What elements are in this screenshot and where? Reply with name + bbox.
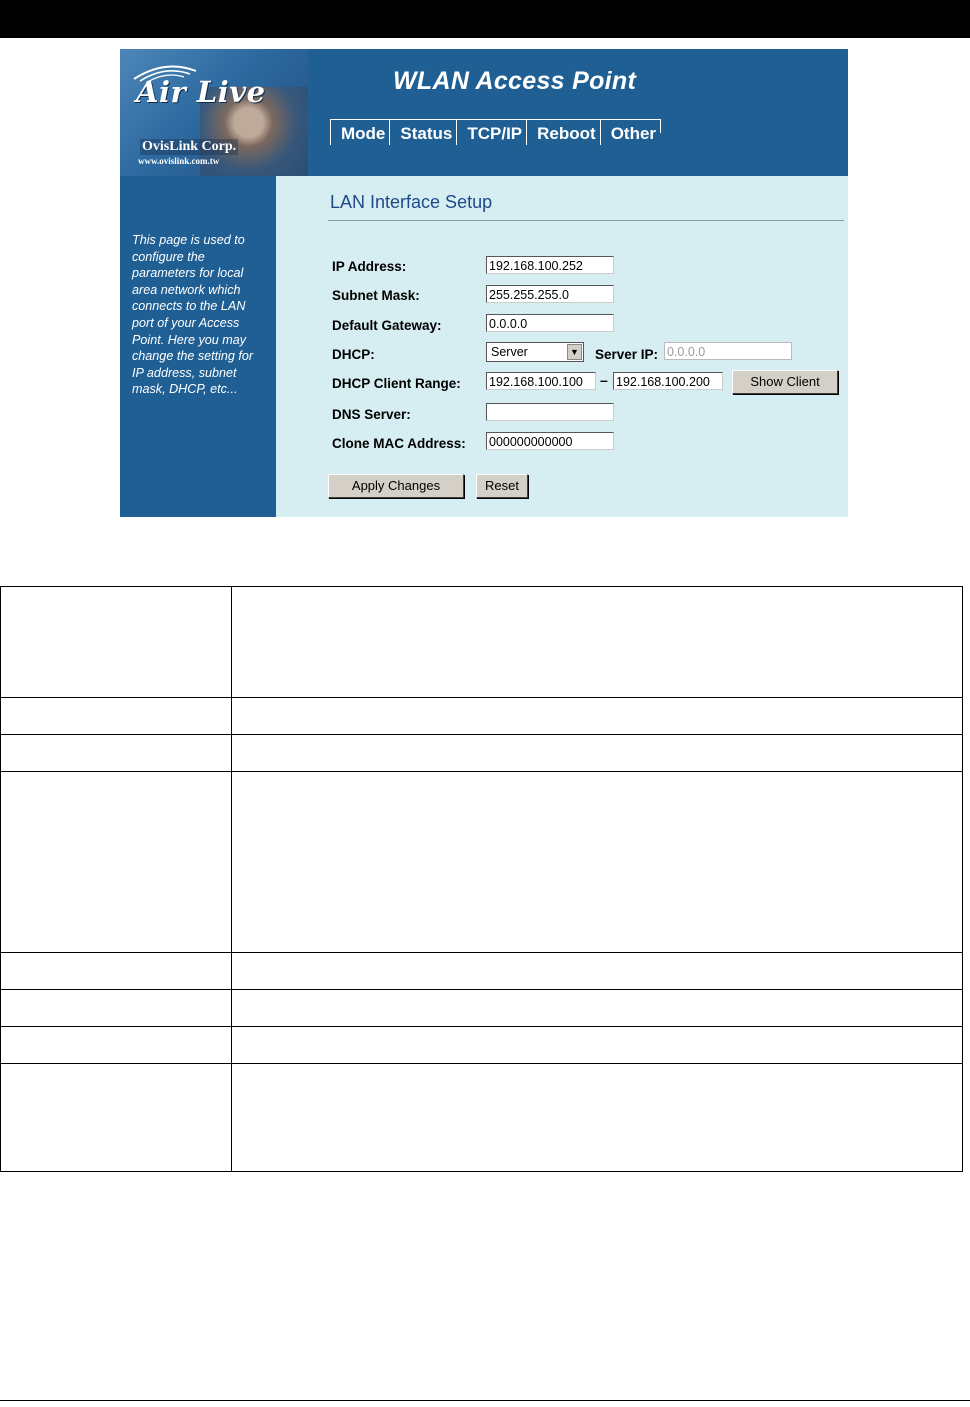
- airlive-logo: [120, 49, 308, 176]
- dhcp-range-end-input[interactable]: 192.168.100.200: [613, 372, 723, 390]
- default-gateway-input[interactable]: 0.0.0.0: [486, 314, 614, 332]
- router-admin-screenshot: [120, 49, 848, 517]
- server-ip-input[interactable]: 0.0.0.0: [664, 342, 792, 360]
- dns-server-label: DNS Server:: [332, 407, 411, 422]
- app-title: WLAN Access Point: [393, 67, 637, 95]
- table-row: [1, 735, 963, 772]
- dhcp-range-start-input[interactable]: 192.168.100.100: [486, 372, 596, 390]
- nav-tab-other[interactable]: Other: [600, 119, 660, 145]
- nav-tab-tcpip[interactable]: TCP/IP: [456, 119, 526, 145]
- brand-logo-text: Air Live: [136, 75, 266, 109]
- show-client-button[interactable]: Show Client: [732, 370, 838, 394]
- lan-setup-panel: [276, 176, 848, 517]
- title-divider: [328, 220, 844, 221]
- corp-name: OvisLink Corp.: [142, 139, 237, 154]
- clone-mac-label: Clone MAC Address:: [332, 436, 466, 451]
- description-table: [0, 586, 963, 1172]
- range-separator: –: [600, 372, 608, 388]
- nav-tab-status[interactable]: Status: [389, 119, 456, 145]
- table-row: [1, 990, 963, 1027]
- default-gateway-label: Default Gateway:: [332, 318, 442, 333]
- nav-tab-reboot[interactable]: Reboot: [526, 119, 600, 145]
- reset-button[interactable]: Reset: [476, 474, 528, 498]
- subnet-mask-label: Subnet Mask:: [332, 288, 420, 303]
- dropdown-arrow-icon[interactable]: ▼: [567, 344, 582, 360]
- nav-tab-mode[interactable]: Mode: [330, 119, 389, 145]
- table-row: [1, 953, 963, 990]
- table-row: [1, 698, 963, 735]
- table-row: [1, 1027, 963, 1064]
- dhcp-label: DHCP:: [332, 347, 375, 362]
- apply-changes-button[interactable]: Apply Changes: [328, 474, 464, 498]
- dhcp-select-value: Server: [491, 345, 528, 359]
- server-ip-label: Server IP:: [595, 347, 659, 362]
- table-row: [1, 772, 963, 953]
- clone-mac-input[interactable]: 000000000000: [486, 432, 614, 450]
- ip-address-label: IP Address:: [332, 259, 407, 274]
- sidebar: [120, 176, 276, 517]
- dhcp-select[interactable]: [486, 342, 584, 362]
- table-row: [1, 587, 963, 698]
- footer-rule: [0, 1400, 970, 1401]
- top-nav: [330, 119, 661, 145]
- nav-end-divider: [660, 119, 661, 133]
- dns-server-input[interactable]: [486, 403, 614, 421]
- top-black-bar: [0, 0, 970, 38]
- table-row: [1, 1064, 963, 1172]
- sidebar-help-text: This page is used to configure the parameters for local area network which connects to the LAN port of your Access Point. Here you may change the setting for IP address, subnet mask, DHCP, etc...: [132, 233, 254, 397]
- subnet-mask-input[interactable]: 255.255.255.0: [486, 285, 614, 303]
- page-title: LAN Interface Setup: [330, 192, 493, 212]
- header-banner: [120, 49, 848, 176]
- ip-address-input[interactable]: 192.168.100.252: [486, 256, 614, 274]
- corp-url: www.ovislink.com.tw: [138, 156, 220, 166]
- dhcp-client-range-label: DHCP Client Range:: [332, 376, 461, 391]
